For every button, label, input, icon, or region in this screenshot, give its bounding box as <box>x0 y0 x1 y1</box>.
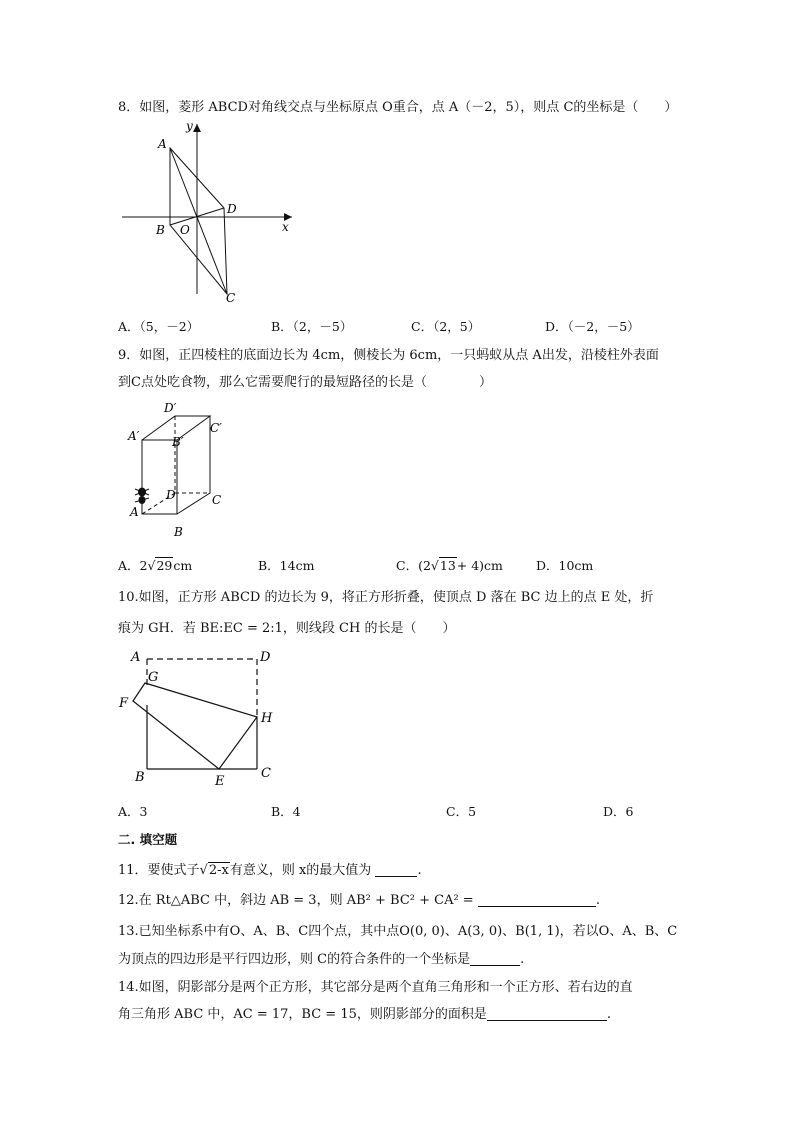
q9-stem-line2: 到C点处吃食物，那么它需要爬行的最短路径的长是（ ） <box>118 375 492 390</box>
q13-line1: 13.已知坐标系中有O、A、B、C四个点，其中点O(0, 0)、A(3, 0)、B(1, 1)，若以O、A、B、C <box>118 924 678 939</box>
section-heading: 二. 填空题 <box>118 832 178 847</box>
q9-stem-line1: 9．如图，正四棱柱的底面边长为 4cm，侧棱长为 6cm，一只蚂蚁从点 A出发，沿棱柱外表面 <box>118 348 659 363</box>
label-E: E <box>215 774 225 789</box>
label-D: D <box>227 202 237 216</box>
label-O: O <box>180 223 190 237</box>
q10-option-c: C．5 <box>446 804 477 819</box>
q8-option-d: D．（－2，－5） <box>545 319 640 334</box>
label-B: B <box>135 770 145 785</box>
label-y: y <box>186 119 193 133</box>
q9-option-c: C．(2√13+ 4)cm <box>396 558 503 573</box>
label-A1: A′ <box>128 429 140 443</box>
label-A: A <box>130 505 139 519</box>
q13-answer-blank[interactable] <box>470 952 520 966</box>
label-B: B <box>174 525 183 539</box>
q14-line2: 角三角形 ABC 中，AC = 17，BC = 15，则阴影部分的面积是 . <box>118 1007 612 1022</box>
label-G: G <box>148 670 159 685</box>
label-H: H <box>261 711 273 726</box>
q9-option-a: A．2√29cm <box>118 558 193 573</box>
q8-option-c: C．（2，5） <box>411 319 481 334</box>
label-C: C <box>226 291 236 305</box>
q14-line1: 14.如图，阴影部分是两个正方形，其它部分是两个直角三角形和一个正方形、若右边的直 <box>118 980 633 995</box>
q12: 12.在 Rt△ABC 中，斜边 AB = 3，则 AB² + BC² + CA² = . <box>118 893 600 908</box>
q10-option-b: B．4 <box>271 804 301 819</box>
label-C: C <box>261 766 271 781</box>
q9-option-b: B．14cm <box>258 558 315 573</box>
q13-line2: 为顶点的四边形是平行四边形，则 C的符合条件的一个坐标是 . <box>118 952 525 967</box>
q10-option-d: D．6 <box>603 804 634 819</box>
q10-stem-line2: 痕为 GH．若 BE:EC = 2:1，则线段 CH 的长是（ ） <box>118 621 456 636</box>
label-C: C <box>212 493 222 507</box>
q9-figure <box>122 398 242 546</box>
q11-answer-blank[interactable] <box>375 863 417 877</box>
q11: 11．要使式子√2-x有意义，则 x的最大值为 . <box>118 863 422 878</box>
label-x: x <box>282 220 289 234</box>
label-D1: D′ <box>164 401 177 415</box>
q10-figure <box>115 645 285 793</box>
label-D: D <box>166 488 176 502</box>
q8-option-a: A．（5，－2） <box>118 319 200 334</box>
q9-option-d: D．10cm <box>536 558 594 573</box>
q8-option-b: B．（2，－5） <box>271 319 353 334</box>
q12-answer-blank[interactable] <box>478 893 596 907</box>
label-B1: B′ <box>172 435 184 449</box>
label-D: D <box>260 650 271 665</box>
label-F: F <box>119 696 129 711</box>
label-A: A <box>131 650 141 665</box>
label-B: B <box>156 223 165 237</box>
label-C1: C′ <box>210 421 222 435</box>
q8-stem: 8．如图，菱形 ABCD对角线交点与坐标原点 O重合，点 A（－2，5），则点 C的坐标是（ ） <box>118 100 678 115</box>
q10-stem-line1: 10.如图，正方形 ABCD 的边长为 9，将正方形折叠，使顶点 D 落在 BC 边上的点 E 处，折 <box>118 590 654 605</box>
q14-answer-blank[interactable] <box>487 1007 607 1021</box>
q8-figure <box>112 116 312 306</box>
ant-icon <box>135 488 149 505</box>
label-A: A <box>158 137 167 151</box>
q10-option-a: A．3 <box>118 804 148 819</box>
